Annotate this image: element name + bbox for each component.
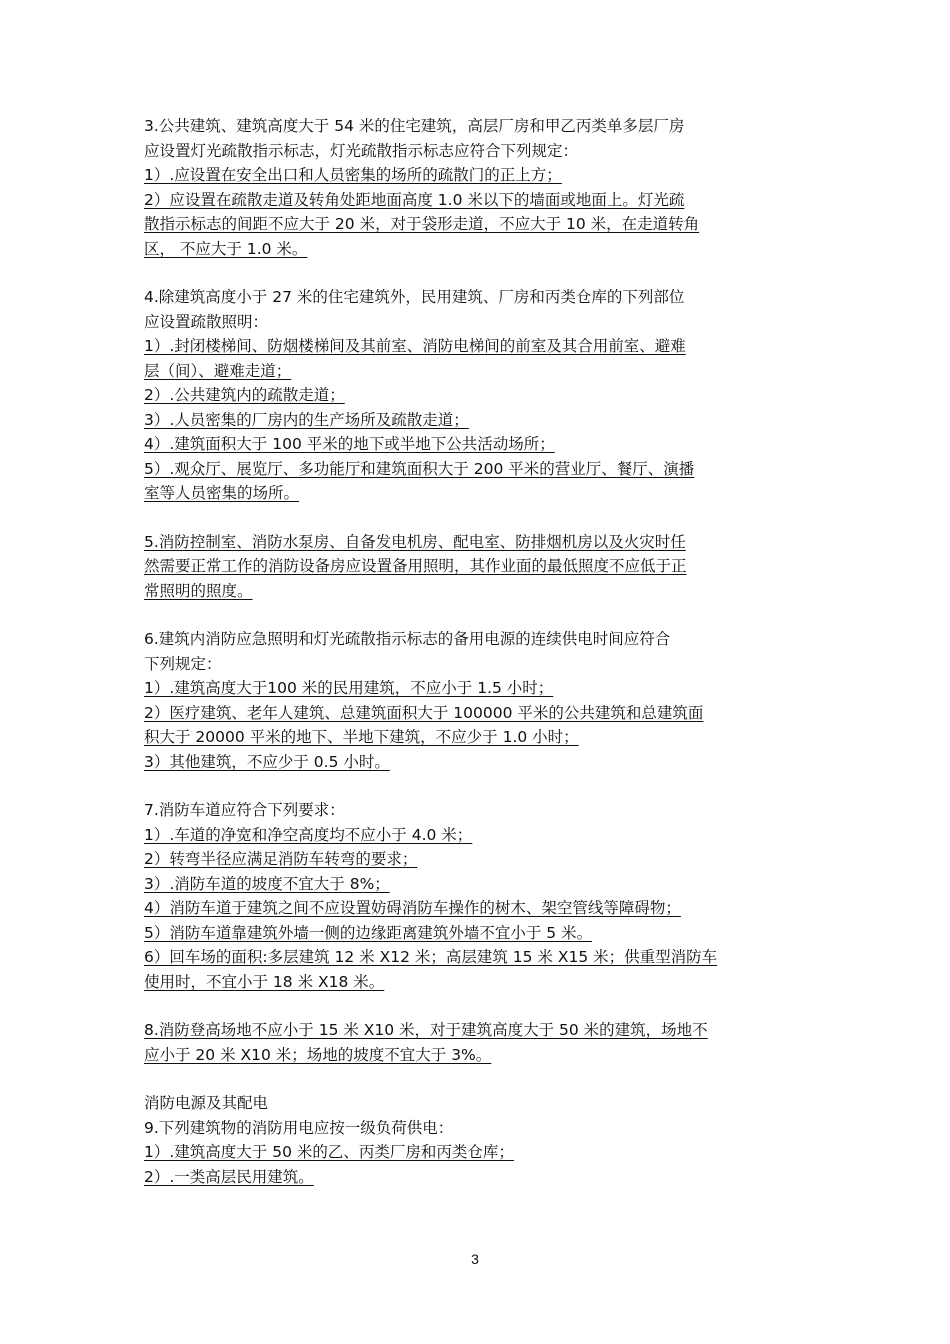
underlined-text: 层（间）、避难走道；	[144, 361, 292, 380]
paragraph	[144, 285, 808, 506]
underlined-text: 区， 不应大于 1.0 米。	[144, 239, 308, 258]
underlined-text: 4）消防车道于建筑之间不应设置妨碍消防车操作的树木、架空管线等障碍物；	[144, 899, 681, 917]
text-line	[144, 921, 808, 946]
text-line	[144, 481, 808, 506]
underlined-text: 4）.建筑面积大于 100 平米的地下或半地下公共活动场所；	[144, 435, 555, 453]
underlined-text: 1）.应设置在安全出口和人员密集的场所的疏散门的正上方；	[144, 166, 562, 184]
underlined-text: 应小于 20 米 X10 米；场地的坡度不宜大于 3%。	[144, 1045, 492, 1064]
text-line: 应设置疏散照明：	[144, 312, 269, 331]
text-line	[144, 1140, 808, 1165]
text-line: 3.公共建筑、建筑高度大于 54 米的住宅建筑，高层厂房和甲乙丙类单多层厂房	[144, 117, 685, 135]
underlined-text: 2）.一类高层民用建筑。	[144, 1167, 314, 1186]
underlined-text: 3）.人员密集的厂房内的生产场所及疏散走道；	[144, 410, 469, 429]
paragraph	[144, 530, 808, 604]
text-line	[144, 970, 808, 995]
underlined-text: 室等人员密集的场所。	[144, 484, 300, 502]
text-line	[144, 945, 808, 970]
underlined-text: 6）回车场的面积:多层建筑 12 米 X12 米；高层建筑 15 米 X15 米；供重型消防车	[144, 948, 718, 966]
underlined-text: 2）转弯半径应满足消防车转弯的要求；	[144, 850, 418, 868]
text-line	[144, 383, 808, 408]
underlined-text: 5）消防车道靠建筑外墙一侧的边缘距离建筑外墙不宜小于 5 米。	[144, 923, 593, 942]
underlined-text: 积大于 20000 平米的地下、半地下建筑，不应少于 1.0 小时；	[144, 728, 579, 746]
document-body	[144, 114, 808, 1213]
text-line	[144, 847, 808, 872]
underlined-text: 3）其他建筑，不应少于 0.5 小时。	[144, 752, 390, 771]
text-line	[144, 1165, 808, 1190]
text-line	[144, 896, 808, 921]
underlined-text: 1）.建筑高度大于100 米的民用建筑，不应小于 1.5 小时；	[144, 679, 554, 697]
underlined-text: 1）.车道的净宽和净空高度均不应小于 4.0 米；	[144, 825, 473, 844]
text-line	[144, 823, 808, 848]
text-line	[144, 334, 808, 359]
text-line	[144, 554, 808, 579]
underlined-text: 1）.建筑高度大于 50 米的乙、丙类厂房和丙类仓库；	[144, 1143, 514, 1161]
paragraph	[144, 1091, 808, 1189]
text-line	[144, 1018, 808, 1043]
text-line: 4.除建筑高度小于 27 米的住宅建筑外，民用建筑、厂房和丙类仓库的下列部位	[144, 288, 685, 306]
underlined-text: 2）.公共建筑内的疏散走道；	[144, 386, 345, 404]
text-line	[144, 163, 808, 188]
paragraph	[144, 798, 808, 994]
paragraph	[144, 1018, 808, 1067]
underlined-text: 散指示标志的间距不应大于 20 米，对于袋形走道，不应大于 10 米，在走道转角	[144, 215, 700, 233]
text-line	[144, 725, 808, 750]
underlined-text: 2）应设置在疏散走道及转角处距地面高度 1.0 米以下的墙面或地面上。灯光疏	[144, 190, 685, 209]
text-line: 9.下列建筑物的消防用电应按一级负荷供电：	[144, 1118, 454, 1137]
text-line	[144, 432, 808, 457]
text-line	[144, 701, 808, 726]
underlined-text: 1）.封闭楼梯间、防烟楼梯间及其前室、消防电梯间的前室及其合用前室、避难	[144, 337, 686, 355]
text-line	[144, 188, 808, 213]
text-line	[144, 408, 808, 433]
paragraph	[144, 114, 808, 261]
text-line	[144, 676, 808, 701]
underlined-text: 常照明的照度。	[144, 581, 253, 600]
underlined-text: 使用时，不宜小于 18 米 X18 米。	[144, 972, 385, 991]
page-number: 3	[471, 1251, 479, 1267]
underlined-text: 5.消防控制室、消防水泵房、自备发电机房、配电室、防排烟机房以及火灾时任	[144, 532, 686, 551]
paragraph	[144, 627, 808, 774]
underlined-text: 3）.消防车道的坡度不宜大于 8%；	[144, 874, 390, 893]
text-line	[144, 872, 808, 897]
text-line	[144, 579, 808, 604]
underlined-text: 5）.观众厅、展览厅、多功能厅和建筑面积大于 200 平米的营业厅、餐厅、演播	[144, 459, 695, 478]
text-line: 6.建筑内消防应急照明和灯光疏散指示标志的备用电源的连续供电时间应符合	[144, 630, 671, 648]
text-line	[144, 359, 808, 384]
text-line	[144, 457, 808, 482]
text-line	[144, 1043, 808, 1068]
text-line: 7.消防车道应符合下列要求：	[144, 801, 345, 819]
underlined-text: 8.消防登高场地不应小于 15 米 X10 米，对于建筑高度大于 50 米的建筑，场地不	[144, 1021, 708, 1039]
text-line: 应设置灯光疏散指示标志，灯光疏散指示标志应符合下列规定：	[144, 141, 579, 160]
text-line: 消防电源及其配电	[144, 1094, 269, 1112]
underlined-text: 然需要正常工作的消防设备房应设置备用照明，其作业面的最低照度不应低于正	[144, 557, 687, 575]
text-line	[144, 750, 808, 775]
text-line	[144, 237, 808, 262]
text-line	[144, 212, 808, 237]
text-line	[144, 530, 808, 555]
text-line: 下列规定：	[144, 654, 222, 673]
underlined-text: 2）医疗建筑、老年人建筑、总建筑面积大于 100000 平米的公共建筑和总建筑面	[144, 703, 704, 722]
